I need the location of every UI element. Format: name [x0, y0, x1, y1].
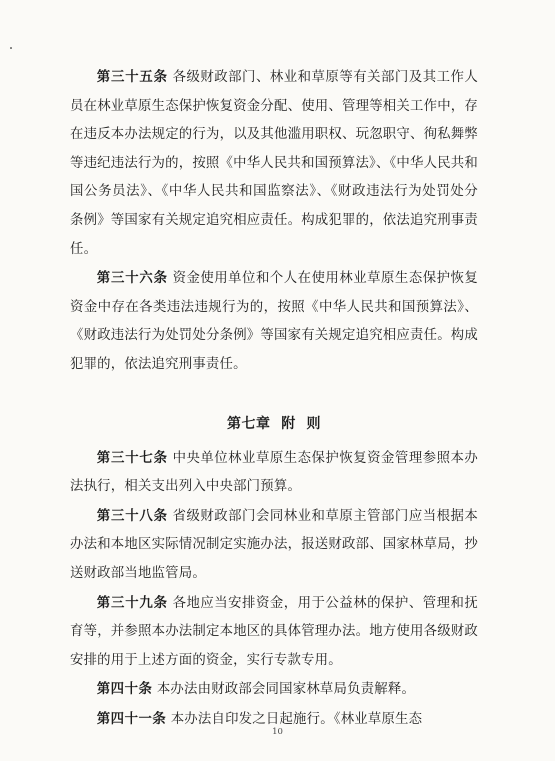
- article-37: [70, 444, 478, 502]
- article-40-text: 本办法由财政部会同国家林草局负责解释。: [156, 682, 416, 698]
- article-39-label: 第三十九条: [96, 594, 168, 611]
- article-41-text: 本办法自印发之日起施行。《林业草原生态: [170, 711, 423, 727]
- article-39-text: 各地应当安排资金，用于公益林的保护、管理和抚育等，并参照本办法制定本地区的具体管理办法。地方使用各级财政安排的用于上述方面的资金，实行专款专用。: [70, 595, 478, 668]
- article-36-label: 第三十六条: [96, 270, 168, 287]
- chapter-title: 第七章 附 则: [227, 415, 321, 432]
- article-40: [70, 675, 478, 705]
- article-38-label: 第三十八条: [96, 507, 168, 524]
- article-41-label: 第四十一条: [96, 710, 167, 727]
- scan-speck: [10, 47, 12, 49]
- document-body: [70, 63, 478, 734]
- page-number: 10: [272, 727, 283, 737]
- article-35-label: 第三十五条: [96, 69, 168, 85]
- article-38: [70, 502, 478, 589]
- article-37-label: 第三十七条: [96, 449, 168, 466]
- article-40-label: 第四十条: [96, 681, 153, 698]
- article-35-text: 各级财政部门、林业和草原等有关部门及其工作人员在林业草原生态保护恢复资金分配、使用、管理等相关工作中，存在违反本办法规定的行为，以及其他滥用职权、玩忽职守、徇私舞弊等违纪违法行为的，按照《中华人民共和国预算法》、《中华人民共和国公务员法》、《中华人民共和国监察法》、《财政违法行为处罚处分条例》等国家有关规定追究相应责任。构成犯罪的，依法追究刑事责任。: [70, 70, 478, 257]
- article-36: [70, 264, 478, 379]
- article-37-text: 中央单位林业草原生态保护恢复资金管理参照本办法执行，相关支出列入中央部门预算。: [70, 450, 478, 495]
- article-39: [70, 589, 478, 676]
- article-35: [70, 63, 478, 264]
- article-36-text: 资金使用单位和个人在使用林业草原生态保护恢复资金中存在各类违法违规行为的，按照《中华人民共和国预算法》、《财政违法行为处罚处分条例》等国家有关规定追究相应责任。构成犯罪的，依法追究刑事责任。: [70, 271, 478, 372]
- article-38-text: 省级财政部门会同林业和草原主管部门应当根据本办法和本地区实际情况制定实施办法，报送财政部、国家林草局，抄送财政部当地监管局。: [70, 508, 478, 581]
